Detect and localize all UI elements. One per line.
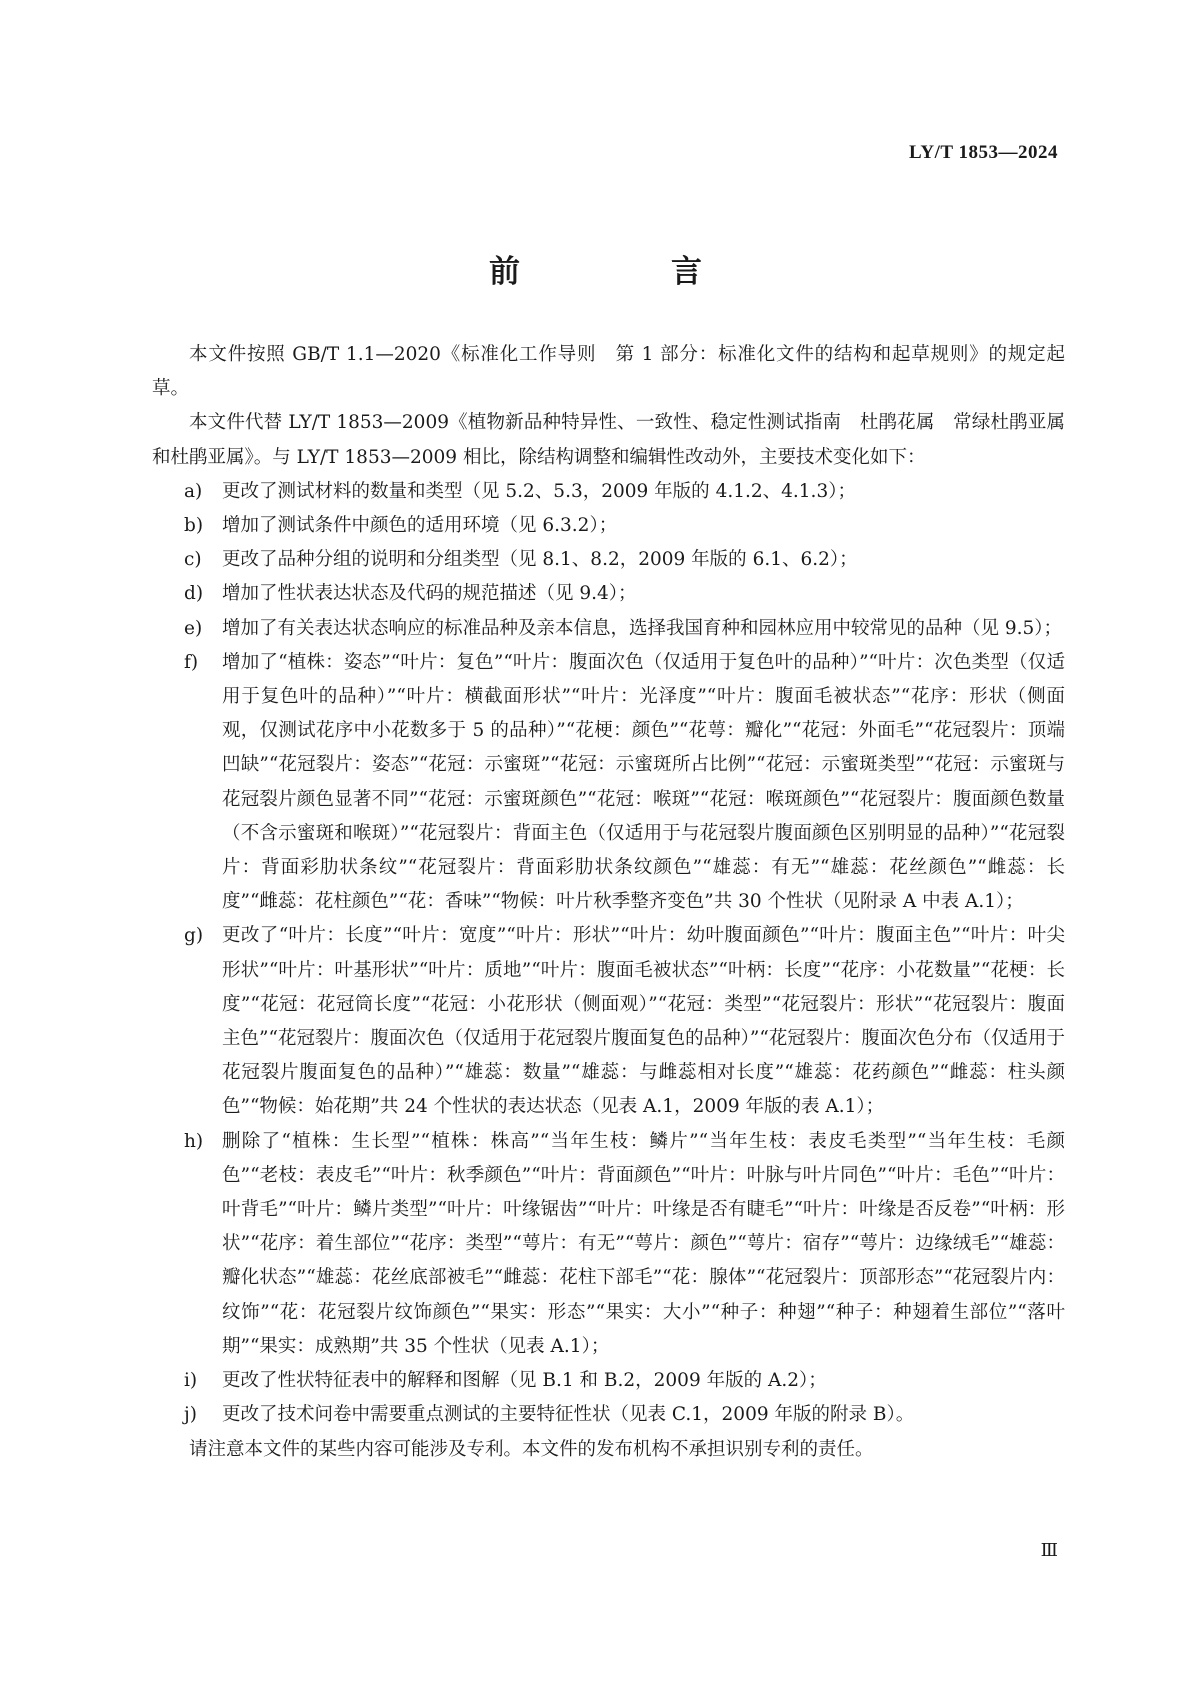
- list-item-text: 删除了“植株：生长型”“植株：株高”“当年生枝：鳞片”“当年生枝：表皮毛类型”“当年生枝：毛颜色”“老枝：表皮毛”“叶片：秋季颜色”“叶片：背面颜色”“叶片：叶脉与叶片同色”“叶片：毛色”“叶片：叶背毛”“叶片：鳞片类型”“叶片：叶缘锯齿”“叶片：叶缘是否有睫毛”“叶片：叶缘是否反卷”“叶柄：形状”“花序：着生部位”“花序：类型”“萼片：有无”“萼片：颜色”“萼片：宿存”“萼片：边缘绒毛”“雄蕊：瓣化状态”“雄蕊：花丝底部被毛”“雌蕊：花柱下部毛”“花：腺体”“花冠裂片：顶部形态”“花冠裂片内：纹饰”“花：花冠裂片纹饰颜色”“果实：形态”“果实：大小”“种子：种翅”“种子：种翅着生部位”“落叶期”“果实：成熟期”共 35 个性状（见表 A.1）；: [222, 1130, 1065, 1357]
- changes-list: [152, 475, 1065, 1433]
- list-item: [152, 1125, 1065, 1364]
- page-title: 前 言: [489, 254, 762, 290]
- standard-code: LY/T 1853—2024: [908, 142, 1058, 163]
- list-item-text: 更改了“叶片：长度”“叶片：宽度”“叶片：形状”“叶片：幼叶腹面颜色”“叶片：腹面主色”“叶片：叶尖形状”“叶片：叶基形状”“叶片：质地”“叶片：腹面毛被状态”“叶柄：长度”“花序：小花数量”“花梗：长度”“花冠：花冠筒长度”“花冠：小花形状（侧面观）”“花冠：类型”“花冠裂片：形状”“花冠裂片：腹面主色”“花冠裂片：腹面次色（仅适用于花冠裂片腹面复色的品种）”“花冠裂片：腹面次色分布（仅适用于花冠裂片腹面复色的品种）”“雄蕊：数量”“雄蕊：与雌蕊相对长度”“雄蕊：花药颜色”“雌蕊：柱头颜色”“物候：始花期”共 24 个性状的表达状态（见表 A.1，2009 年版的表 A.1）；: [222, 925, 1065, 1118]
- list-marker: d): [184, 583, 204, 605]
- list-item: [152, 577, 1065, 611]
- list-marker: j): [184, 1404, 197, 1426]
- list-item-text: 更改了品种分组的说明和分组类型（见 8.1、8.2，2009 年版的 6.1、6.2）；: [222, 549, 858, 571]
- list-item: [152, 509, 1065, 543]
- list-marker: c): [184, 549, 202, 571]
- replacement-paragraph: 本文件代替 LY/T 1853—2009《植物新品种特异性、一致性、稳定性测试指南 杜鹃花属 常绿杜鹃亚属和杜鹃亚属》。与 LY/T 1853—2009 相比，除结构调整和编辑性改动外，主要技术变化如下：: [152, 412, 1065, 468]
- list-item-text: 增加了有关表达状态响应的标准品种及亲本信息，选择我国育种和园林应用中较常见的品种（见 9.5）；: [222, 617, 1063, 639]
- list-item-text: 更改了测试材料的数量和类型（见 5.2、5.3，2009 年版的 4.1.2、4.1.3）；: [222, 480, 856, 502]
- list-item-text: 增加了性状表达状态及代码的规范描述（见 9.4）；: [222, 583, 637, 605]
- list-item-text: 更改了技术问卷中需要重点测试的主要特征性状（见表 C.1，2009 年版的附录 B）。: [222, 1404, 915, 1426]
- page-number: Ⅲ: [1040, 1540, 1058, 1560]
- list-item-text: 增加了“植株：姿态”“叶片：复色”“叶片：腹面次色（仅适用于复色叶的品种）”“叶片：次色类型（仅适用于复色叶的品种）”“叶片：横截面形状”“叶片：光泽度”“叶片：腹面毛被状态”“花序：形状（侧面观，仅测试花序中小花数多于 5 的品种）”“花梗：颜色”“花萼：瓣化”“花冠：外面毛”“花冠裂片：顶端凹缺”“花冠裂片：姿态”“花冠：示蜜斑”“花冠：示蜜斑所占比例”“花冠：示蜜斑类型”“花冠：示蜜斑与花冠裂片颜色显著不同”“花冠：示蜜斑颜色”“花冠：喉斑”“花冠：喉斑颜色”“花冠裂片：腹面颜色数量（不含示蜜斑和喉斑）”“花冠裂片：背面主色（仅适用于与花冠裂片腹面颜色区别明显的品种）”“花冠裂片：背面彩肋状条纹”“花冠裂片：背面彩肋状条纹颜色”“雄蕊：有无”“雄蕊：花丝颜色”“雌蕊：长度”“雌蕊：花柱颜色”“花：香味”“物候：叶片秋季整齐变色”共 30 个性状（见附录 A 中表 A.1）；: [222, 651, 1065, 913]
- document-body: [152, 338, 1065, 1467]
- list-marker: a): [184, 480, 203, 502]
- list-item: [152, 1364, 1065, 1398]
- list-item: [152, 612, 1065, 646]
- list-item-text: 增加了测试条件中颜色的适用环境（见 6.3.2）；: [222, 515, 618, 537]
- list-item: [152, 919, 1065, 1124]
- list-item-text: 更改了性状特征表中的解释和图解（见 B.1 和 B.2，2009 年版的 A.2）；: [222, 1370, 827, 1392]
- list-marker: e): [184, 617, 203, 639]
- list-marker: i): [184, 1370, 198, 1392]
- patent-notice-paragraph: 请注意本文件的某些内容可能涉及专利。本文件的发布机构不承担识别专利的责任。: [189, 1438, 874, 1460]
- list-item: [152, 543, 1065, 577]
- list-marker: g): [184, 925, 204, 947]
- list-item: [152, 1398, 1065, 1432]
- list-marker: b): [184, 515, 204, 537]
- list-marker: h): [184, 1130, 204, 1152]
- list-marker: f): [184, 651, 199, 673]
- intro-paragraph: 本文件按照 GB/T 1.1—2020《标准化工作导则 第 1 部分：标准化文件的结构和起草规则》的规定起草。: [152, 344, 1065, 400]
- list-item: [152, 475, 1065, 509]
- list-item: [152, 646, 1065, 920]
